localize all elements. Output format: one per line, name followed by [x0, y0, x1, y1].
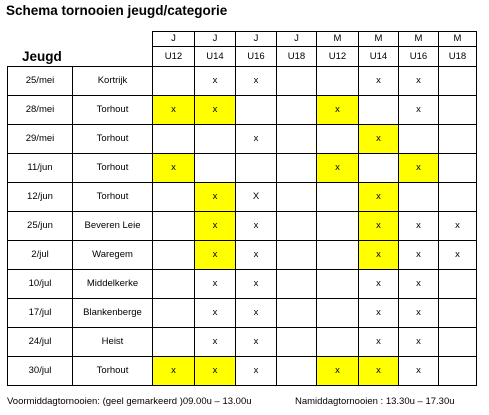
mark-cell: x	[195, 96, 236, 125]
mark-cell	[153, 212, 195, 241]
mark-cell: x	[236, 357, 277, 386]
mark-cell: x	[359, 67, 399, 96]
mark-cell	[153, 183, 195, 212]
mark-cell: x	[359, 212, 399, 241]
place-cell: Waregem	[73, 241, 153, 270]
category-header-cell: U18	[439, 47, 477, 67]
mark-cell	[317, 328, 359, 357]
footer-morning-note: Voormiddagtornooien: (geel gemarkeerd )09.00u – 13.00u	[7, 396, 252, 407]
gender-header-cell: J	[277, 32, 317, 47]
mark-cell	[277, 125, 317, 154]
mark-cell	[317, 183, 359, 212]
mark-cell: x	[359, 183, 399, 212]
mark-cell	[439, 183, 477, 212]
table-row	[8, 212, 477, 241]
mark-cell: x	[359, 241, 399, 270]
mark-cell	[236, 154, 277, 183]
mark-cell: x	[195, 357, 236, 386]
table-row	[8, 328, 477, 357]
gender-header-cell: J	[195, 32, 236, 47]
mark-cell: x	[153, 96, 195, 125]
gender-header-cell: M	[359, 32, 399, 47]
page-title: Schema tornooien jeugd/categorie	[6, 3, 228, 18]
mark-cell	[439, 357, 477, 386]
category-header-cell: U16	[236, 47, 277, 67]
mark-cell: x	[359, 328, 399, 357]
mark-cell	[439, 299, 477, 328]
mark-cell: x	[359, 299, 399, 328]
category-header-cell: U12	[317, 47, 359, 67]
mark-cell	[317, 125, 359, 154]
mark-cell: x	[195, 67, 236, 96]
mark-cell: x	[236, 67, 277, 96]
mark-cell: x	[153, 357, 195, 386]
mark-cell	[439, 96, 477, 125]
schedule-table	[7, 31, 477, 386]
place-cell: Beveren Leie	[73, 212, 153, 241]
mark-cell: x	[317, 357, 359, 386]
place-cell: Torhout	[73, 183, 153, 212]
mark-cell: x	[439, 212, 477, 241]
mark-cell	[359, 96, 399, 125]
mark-cell: x	[399, 357, 439, 386]
mark-cell: x	[317, 154, 359, 183]
mark-cell: x	[317, 96, 359, 125]
mark-cell: x	[236, 241, 277, 270]
table-row	[8, 125, 477, 154]
mark-cell: x	[399, 241, 439, 270]
mark-cell: x	[399, 67, 439, 96]
mark-cell: x	[153, 154, 195, 183]
mark-cell: x	[195, 212, 236, 241]
mark-cell	[317, 67, 359, 96]
mark-cell: x	[359, 125, 399, 154]
header-spacer	[8, 32, 153, 47]
mark-cell: x	[399, 154, 439, 183]
section-label: Jeugd	[22, 49, 62, 64]
category-header-cell: U16	[399, 47, 439, 67]
date-cell: 29/mei	[8, 125, 73, 154]
mark-cell: x	[195, 328, 236, 357]
mark-cell	[317, 270, 359, 299]
category-header-cell: U18	[277, 47, 317, 67]
mark-cell: x	[399, 270, 439, 299]
mark-cell	[277, 357, 317, 386]
mark-cell: x	[236, 270, 277, 299]
date-cell: 25/jun	[8, 212, 73, 241]
mark-cell	[317, 241, 359, 270]
footer-afternoon-note: Namiddagtornooien : 13.30u – 17.30u	[295, 396, 455, 407]
mark-cell: x	[236, 299, 277, 328]
date-cell: 30/jul	[8, 357, 73, 386]
table-row	[8, 67, 477, 96]
mark-cell: x	[195, 299, 236, 328]
mark-cell: x	[399, 212, 439, 241]
mark-cell	[317, 299, 359, 328]
mark-cell: x	[195, 270, 236, 299]
mark-cell	[317, 212, 359, 241]
mark-cell	[153, 241, 195, 270]
mark-cell: x	[399, 328, 439, 357]
mark-cell	[277, 67, 317, 96]
date-cell: 24/jul	[8, 328, 73, 357]
mark-cell	[277, 270, 317, 299]
place-cell: Blankenberge	[73, 299, 153, 328]
mark-cell	[399, 125, 439, 154]
table-row	[8, 96, 477, 125]
mark-cell	[277, 241, 317, 270]
mark-cell	[277, 96, 317, 125]
mark-cell	[439, 154, 477, 183]
mark-cell	[277, 328, 317, 357]
mark-cell	[153, 67, 195, 96]
mark-cell	[236, 96, 277, 125]
table-row	[8, 241, 477, 270]
table-row	[8, 270, 477, 299]
header-row-category	[8, 47, 477, 67]
mark-cell	[153, 270, 195, 299]
mark-cell	[277, 212, 317, 241]
gender-header-cell: J	[236, 32, 277, 47]
mark-cell: X	[236, 183, 277, 212]
mark-cell	[439, 328, 477, 357]
category-header-cell: U12	[153, 47, 195, 67]
place-cell: Kortrijk	[73, 67, 153, 96]
date-cell: 12/jun	[8, 183, 73, 212]
mark-cell: x	[399, 96, 439, 125]
mark-cell	[153, 125, 195, 154]
mark-cell	[439, 270, 477, 299]
table-row	[8, 154, 477, 183]
mark-cell: x	[359, 270, 399, 299]
mark-cell: x	[439, 241, 477, 270]
mark-cell: x	[236, 125, 277, 154]
mark-cell	[439, 125, 477, 154]
date-cell: 25/mei	[8, 67, 73, 96]
date-cell: 2/jul	[8, 241, 73, 270]
mark-cell	[359, 154, 399, 183]
place-cell: Torhout	[73, 125, 153, 154]
gender-header-cell: M	[399, 32, 439, 47]
category-header-cell: U14	[195, 47, 236, 67]
place-cell: Torhout	[73, 96, 153, 125]
date-cell: 10/jul	[8, 270, 73, 299]
date-cell: 28/mei	[8, 96, 73, 125]
mark-cell	[153, 328, 195, 357]
date-cell: 11/jun	[8, 154, 73, 183]
mark-cell	[399, 183, 439, 212]
header-row-gender	[8, 32, 477, 47]
mark-cell	[195, 154, 236, 183]
place-cell: Middelkerke	[73, 270, 153, 299]
mark-cell: x	[359, 357, 399, 386]
table-row	[8, 357, 477, 386]
gender-header-cell: M	[317, 32, 359, 47]
mark-cell	[277, 154, 317, 183]
mark-cell	[277, 299, 317, 328]
header-spacer	[8, 47, 153, 67]
mark-cell: x	[236, 328, 277, 357]
place-cell: Heist	[73, 328, 153, 357]
mark-cell: x	[195, 241, 236, 270]
mark-cell: x	[399, 299, 439, 328]
place-cell: Torhout	[73, 357, 153, 386]
mark-cell	[195, 125, 236, 154]
mark-cell: x	[236, 212, 277, 241]
gender-header-cell: J	[153, 32, 195, 47]
gender-header-cell: M	[439, 32, 477, 47]
table-row	[8, 299, 477, 328]
mark-cell: x	[195, 183, 236, 212]
mark-cell	[277, 183, 317, 212]
place-cell: Torhout	[73, 154, 153, 183]
date-cell: 17/jul	[8, 299, 73, 328]
table-row	[8, 183, 477, 212]
category-header-cell: U14	[359, 47, 399, 67]
mark-cell	[439, 67, 477, 96]
mark-cell	[153, 299, 195, 328]
